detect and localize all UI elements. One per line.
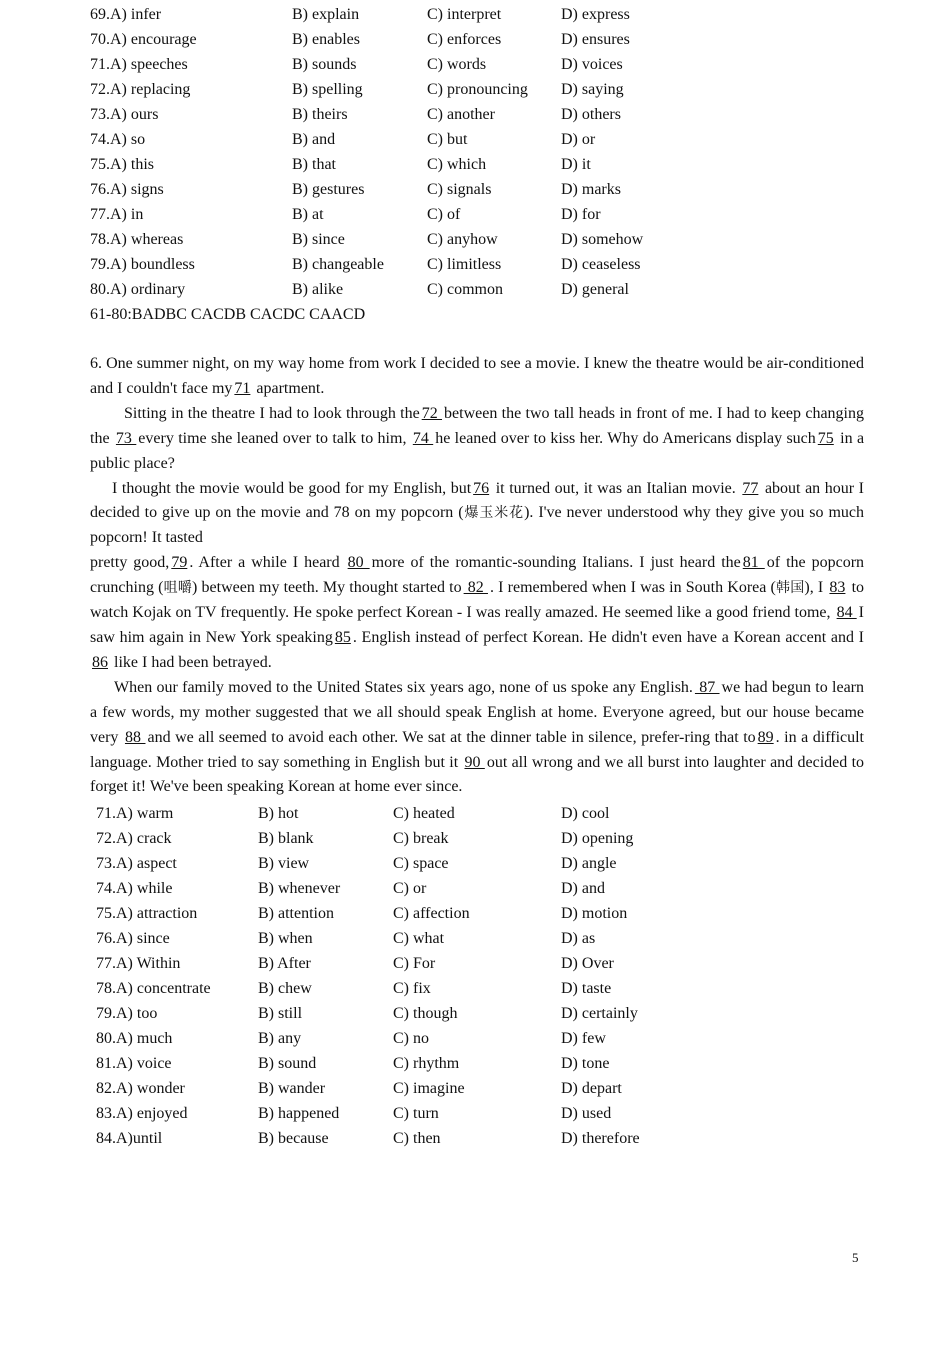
chinese-gloss: 韩国 — [775, 580, 805, 597]
option-c: C) rhythm — [393, 1055, 460, 1072]
option-c: C) affection — [393, 905, 470, 922]
option-c: C) though — [393, 1005, 458, 1022]
option-a — [90, 27, 197, 52]
option-b: B) happened — [258, 1105, 340, 1122]
option-a — [96, 801, 173, 826]
option-a-text: A) warm — [116, 805, 174, 822]
question-number: 74. — [96, 880, 116, 897]
option-a-text: A) attraction — [116, 905, 198, 922]
option-d: D) or — [561, 131, 596, 148]
option-d: D) express — [561, 6, 630, 23]
blank-87: 87 — [694, 678, 720, 696]
option-a-text: A)until — [116, 1130, 163, 1147]
option-c: C) another — [427, 106, 495, 123]
option-a — [90, 227, 183, 252]
question-number: 84. — [96, 1130, 116, 1147]
option-b: B) that — [292, 156, 336, 173]
blank-83: 83 — [829, 579, 846, 597]
question-number: 72. — [96, 830, 116, 847]
option-d: D) somehow — [561, 231, 644, 248]
option-a-text: A) in — [110, 206, 144, 223]
option-a — [96, 851, 177, 876]
option-a-text: A) speeches — [110, 56, 188, 73]
text-run: apartment. — [252, 379, 325, 397]
option-a — [96, 876, 172, 901]
option-b: B) explain — [292, 6, 360, 23]
option-a — [90, 177, 164, 202]
text-run: of the popcorn crunching ( — [90, 554, 865, 597]
option-a — [90, 277, 185, 302]
option-b: B) spelling — [292, 81, 363, 98]
blank-85: 85 — [334, 628, 351, 646]
blank-82: 82 — [463, 579, 488, 597]
option-b: B) sounds — [292, 56, 357, 73]
text-run: ) between my teeth. My thought started to — [192, 579, 462, 597]
option-d: D) used — [561, 1105, 612, 1122]
text-run: in a public place? — [90, 429, 865, 472]
option-a-text: A) enjoyed — [116, 1105, 188, 1122]
question-number: 80. — [96, 1030, 116, 1047]
option-c: C) words — [427, 56, 487, 73]
option-a-text: A) replacing — [110, 81, 191, 98]
option-c: C) For — [393, 955, 436, 972]
option-a-text: A) ordinary — [110, 281, 186, 298]
option-b: B) enables — [292, 31, 360, 48]
option-b: B) theirs — [292, 106, 348, 123]
text-run: I thought the movie would be good for my English, but — [112, 479, 472, 497]
option-a-text: A) while — [116, 880, 173, 897]
option-a-text: A) much — [116, 1030, 173, 1047]
text-run: ), I — [804, 579, 828, 597]
option-d: D) as — [561, 930, 596, 947]
option-c: C) fix — [393, 980, 431, 997]
question-number: 80. — [90, 281, 110, 298]
option-d: D) angle — [561, 855, 617, 872]
option-c: C) no — [393, 1030, 429, 1047]
option-d: D) marks — [561, 181, 621, 198]
option-d: D) voices — [561, 56, 623, 73]
option-a — [90, 77, 190, 102]
option-b: B) changeable — [292, 256, 384, 273]
question-number: 71. — [90, 56, 110, 73]
text-run: it turned out, it was an Italian movie. — [491, 479, 741, 497]
option-b: B) still — [258, 1005, 303, 1022]
question-number: 78. — [90, 231, 110, 248]
option-a-text: A) since — [116, 930, 170, 947]
blank-73: 73 — [115, 429, 137, 447]
option-b: B) chew — [258, 980, 312, 997]
option-b: B) sound — [258, 1055, 317, 1072]
chinese-gloss: 咀嚼 — [163, 580, 193, 597]
option-d: D) motion — [561, 905, 628, 922]
question-number: 69. — [90, 6, 110, 23]
blank-71: 71 — [234, 379, 251, 397]
option-c: C) anyhow — [427, 231, 498, 248]
answer-key: 61-80:BADBC CACDB CACDC CAACD — [90, 306, 366, 323]
option-a-text: A) wonder — [116, 1080, 185, 1097]
option-a — [90, 252, 195, 277]
option-a — [96, 951, 180, 976]
option-c: C) which — [427, 156, 487, 173]
option-d: D) Over — [561, 955, 614, 972]
option-a — [96, 826, 172, 851]
option-d: D) saying — [561, 81, 624, 98]
question-number: 73. — [96, 855, 116, 872]
blank-80: 80 — [347, 554, 370, 572]
option-c: C) common — [427, 281, 503, 298]
option-a — [96, 926, 170, 951]
chinese-gloss: 爆玉米花 — [463, 505, 525, 522]
blank-76: 76 — [473, 479, 490, 497]
option-d: D) for — [561, 206, 601, 223]
option-c: C) interpret — [427, 6, 502, 23]
text-run: ). I've never understood why they give you so much popcorn! It tasted — [90, 504, 864, 547]
question-number: 76. — [96, 930, 116, 947]
option-b: B) gestures — [292, 181, 365, 198]
option-b: B) blank — [258, 830, 314, 847]
option-d: D) taste — [561, 980, 612, 997]
option-d: D) others — [561, 106, 621, 123]
question-number: 71. — [96, 805, 116, 822]
option-b: B) After — [258, 955, 311, 972]
text-run: pretty good, — [90, 554, 170, 572]
option-a — [96, 901, 197, 926]
page-number: 5 — [852, 1250, 859, 1265]
option-b: B) view — [258, 855, 310, 872]
text-run: . English instead of perfect Korean. He didn't even have a Korean accent and I — [352, 628, 865, 646]
option-d: D) certainly — [561, 1005, 638, 1022]
option-a-text: A) crack — [116, 830, 172, 847]
text-run: When our family moved to the United States six years ago, none of us spoke any English. — [114, 678, 693, 696]
blank-84: 84 — [836, 604, 857, 622]
question-number: 78. — [96, 980, 116, 997]
question-number: 77. — [96, 955, 116, 972]
passage-paragraph-2 — [90, 402, 864, 477]
question-number: 77. — [90, 206, 110, 223]
option-c: C) what — [393, 930, 445, 947]
option-a — [96, 976, 211, 1001]
option-c: C) but — [427, 131, 468, 148]
option-a — [90, 127, 145, 152]
option-b: B) any — [258, 1030, 302, 1047]
option-a — [90, 2, 161, 27]
question-number: 74. — [90, 131, 110, 148]
blank-74: 74 — [412, 429, 434, 447]
option-c: C) then — [393, 1130, 441, 1147]
option-a — [90, 52, 188, 77]
text-run: to watch Kojak on TV frequently. He spoke perfect Korean - I was really amazed. He seemed like a good friend tome, — [90, 579, 865, 622]
option-b: B) hot — [258, 805, 299, 822]
text-run: out all wrong and we all burst into laughter and decided to forget it! We've been speaking Korean at home ever since. — [90, 753, 865, 796]
text-run: 6. One summer night, on my way home from work I decided to see a movie. I knew the theatre would be air-conditioned and I couldn't face my — [90, 355, 864, 397]
option-d: D) therefore — [561, 1130, 640, 1147]
question-number: 82. — [96, 1080, 116, 1097]
option-b: B) when — [258, 930, 313, 947]
option-a-text: A) concentrate — [116, 980, 211, 997]
option-b: B) whenever — [258, 880, 341, 897]
option-a — [96, 1051, 172, 1076]
blank-90: 90 — [464, 753, 485, 771]
option-d: D) it — [561, 156, 591, 173]
option-a — [96, 1126, 162, 1151]
option-c: C) break — [393, 830, 449, 847]
option-c: C) pronouncing — [427, 81, 528, 98]
option-d: D) depart — [561, 1080, 622, 1097]
option-a — [96, 1001, 157, 1026]
option-a — [90, 102, 158, 127]
option-d: D) tone — [561, 1055, 610, 1072]
option-c: C) turn — [393, 1105, 439, 1122]
text-run: every time she leaned over to talk to him, — [138, 429, 411, 447]
question-number: 75. — [96, 905, 116, 922]
text-run: between the two tall heads in front of me. I had to keep changing the — [90, 404, 864, 447]
blank-86: 86 — [92, 653, 108, 671]
option-a-text: A) too — [116, 1005, 158, 1022]
question-number: 79. — [90, 256, 110, 273]
blank-88: 88 — [124, 728, 146, 746]
question-number: 75. — [90, 156, 110, 173]
option-b: B) and — [292, 131, 336, 148]
option-d: D) cool — [561, 805, 610, 822]
option-d: D) opening — [561, 830, 634, 847]
text-run: like I had been betrayed. — [110, 653, 272, 671]
option-c: C) space — [393, 855, 449, 872]
text-run: I saw him again in New York speaking — [90, 604, 864, 646]
option-a-text: A) signs — [110, 181, 164, 198]
option-c: C) or — [393, 880, 427, 897]
blank-75: 75 — [817, 429, 834, 447]
question-number: 79. — [96, 1005, 116, 1022]
option-b: B) because — [258, 1130, 329, 1147]
option-c: C) of — [427, 206, 461, 223]
option-a — [90, 202, 143, 227]
option-a-text: A) Within — [116, 955, 181, 972]
option-b: B) at — [292, 206, 324, 223]
passage-paragraph-1 — [90, 352, 864, 402]
option-a-text: A) whereas — [110, 231, 184, 248]
option-c: C) enforces — [427, 31, 502, 48]
option-a-text: A) infer — [110, 6, 162, 23]
text-run: about an hour I decided to give up on the movie and 78 on my popcorn ( — [90, 479, 865, 522]
option-a-text: A) aspect — [116, 855, 177, 872]
option-a — [96, 1026, 172, 1051]
option-a-text: A) so — [110, 131, 146, 148]
text-run: more of the romantic-sounding Italians. I just heard the — [371, 554, 741, 572]
text-run: we had begun to learn a few words, my mother suggested that we all should speak English at home. Everyone agreed, but our house became very — [90, 678, 865, 746]
option-d: D) ensures — [561, 31, 630, 48]
text-run: . in a difficult language. Mother tried to say something in English but it — [90, 728, 865, 771]
option-d: D) general — [561, 281, 629, 298]
text-run: . I remembered when I was in South Korea ( — [489, 579, 776, 597]
option-c: C) imagine — [393, 1080, 465, 1097]
option-b: B) since — [292, 231, 345, 248]
blank-89: 89 — [757, 728, 774, 746]
option-a — [96, 1076, 185, 1101]
option-a-text: A) ours — [110, 106, 159, 123]
option-c: C) signals — [427, 181, 492, 198]
option-b: B) alike — [292, 281, 344, 298]
passage-paragraph-4 — [90, 551, 864, 676]
option-b: B) attention — [258, 905, 334, 922]
question-number: 72. — [90, 81, 110, 98]
passage-paragraph-5 — [90, 676, 864, 801]
passage-paragraph-3 — [90, 477, 864, 552]
blank-72: 72 — [421, 404, 443, 422]
blank-81: 81 — [742, 554, 765, 572]
text-run: Sitting in the theatre I had to look through the — [124, 404, 420, 422]
option-a-text: A) this — [110, 156, 154, 173]
option-a — [90, 152, 154, 177]
option-d: D) and — [561, 880, 605, 897]
option-c: C) heated — [393, 805, 455, 822]
option-b: B) wander — [258, 1080, 326, 1097]
text-run: and we all seemed to avoid each other. We sat at the dinner table in silence, prefer-ring that to — [147, 728, 756, 746]
option-d: D) few — [561, 1030, 606, 1047]
cloze-passage — [90, 352, 864, 800]
option-a — [96, 1101, 188, 1126]
question-number: 70. — [90, 31, 110, 48]
question-number: 73. — [90, 106, 110, 123]
option-a-text: A) voice — [116, 1055, 172, 1072]
option-a-text: A) encourage — [110, 31, 197, 48]
text-run: he leaned over to kiss her. Why do Americans display such — [435, 429, 816, 447]
blank-77: 77 — [742, 479, 759, 497]
question-number: 83. — [96, 1105, 116, 1122]
option-a-text: A) boundless — [110, 256, 195, 273]
option-d: D) ceaseless — [561, 256, 641, 273]
option-c: C) limitless — [427, 256, 502, 273]
blank-79: 79 — [171, 554, 188, 572]
question-number: 81. — [96, 1055, 116, 1072]
question-number: 76. — [90, 181, 110, 198]
text-run: . After a while I heard — [189, 554, 346, 572]
